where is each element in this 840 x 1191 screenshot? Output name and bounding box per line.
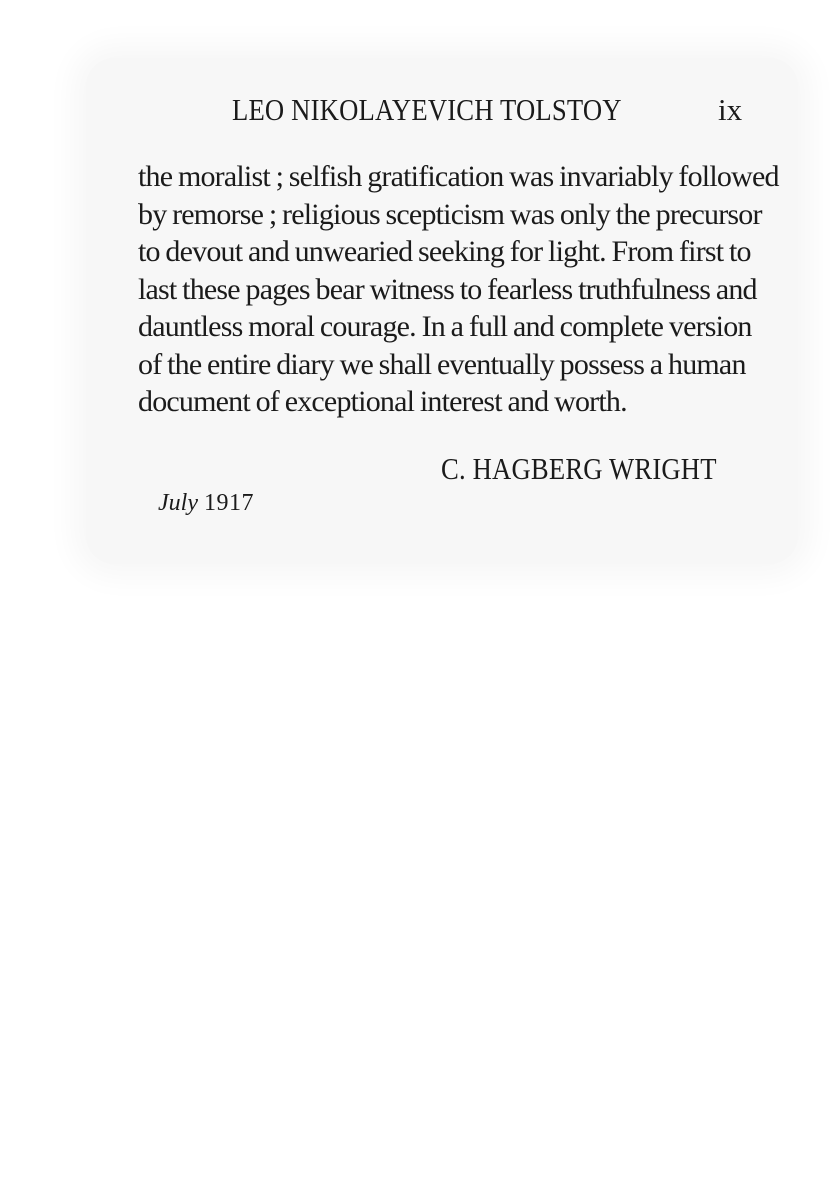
text-line: dauntless moral courage. In a full and complete version [138, 310, 752, 343]
text-line: document of exceptional interest and worth. [138, 385, 627, 418]
text-line: by remorse ; religious scepticism was only the precursor [138, 197, 762, 231]
text-line: to devout and unwearied seeking for light. From first to [138, 235, 751, 268]
dateline-year: 1917 [203, 490, 254, 516]
dateline-month: July [158, 490, 198, 516]
author-signature: C. HAGBERG WRIGHT [441, 451, 717, 486]
dateline [158, 490, 254, 517]
text-line: the moralist ; selfish gratification was invariably followed [138, 160, 779, 193]
text-line: of the entire diary we shall eventually possess a human [138, 347, 746, 381]
page-number: ix [718, 92, 743, 127]
body-paragraph [138, 158, 779, 421]
text-line: last these pages bear witness to fearless truthfulness and [138, 272, 757, 306]
running-head-title: LEO NIKOLAYEVICH TOLSTOY [232, 92, 622, 127]
